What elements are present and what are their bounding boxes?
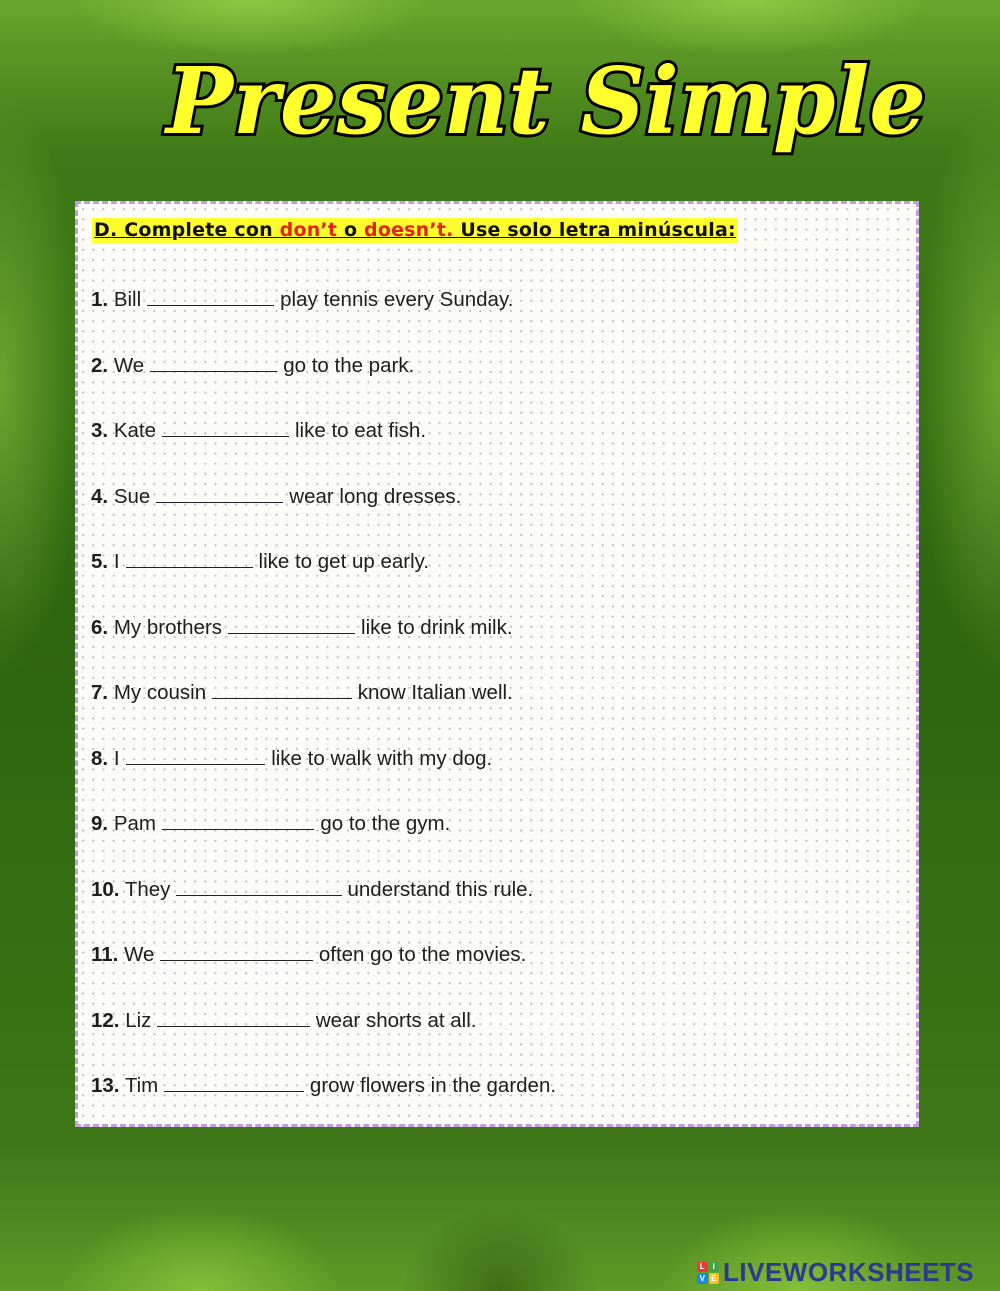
item-number: 13. bbox=[91, 1074, 120, 1097]
answer-blank[interactable] bbox=[126, 549, 253, 568]
item-predicate: understand this rule. bbox=[347, 877, 534, 901]
item-predicate: like to eat fish. bbox=[294, 419, 427, 442]
item-subject: Sue bbox=[113, 484, 151, 508]
instruction-text: D. Complete con don’t o doesn’t. Use solo letra minúscula: bbox=[94, 219, 736, 241]
answer-blank[interactable] bbox=[126, 746, 266, 765]
item-subject: They bbox=[124, 877, 171, 901]
answer-blank[interactable] bbox=[162, 418, 289, 437]
item-number: 9. bbox=[91, 812, 109, 835]
exercise-item bbox=[91, 549, 556, 615]
answer-blank[interactable] bbox=[162, 811, 314, 830]
worksheet-panel bbox=[75, 201, 919, 1127]
exercise-item bbox=[91, 484, 556, 550]
item-subject: Pam bbox=[113, 812, 156, 835]
item-number: 12. bbox=[91, 1008, 120, 1032]
answer-blank[interactable] bbox=[176, 877, 341, 896]
item-predicate: like to get up early. bbox=[258, 550, 430, 573]
item-number: 3. bbox=[91, 419, 109, 442]
item-subject: I bbox=[113, 746, 120, 770]
exercise-item bbox=[91, 942, 556, 1008]
item-predicate: wear long dresses. bbox=[289, 484, 462, 508]
item-predicate: go to the park. bbox=[283, 353, 415, 377]
item-predicate: play tennis every Sunday. bbox=[280, 288, 514, 311]
exercise-item bbox=[91, 418, 556, 484]
exercise-list bbox=[91, 287, 556, 1139]
item-predicate: often go to the movies. bbox=[318, 943, 527, 966]
logo-letter: I bbox=[709, 1262, 720, 1273]
answer-blank[interactable] bbox=[160, 942, 312, 961]
item-subject: Bill bbox=[113, 288, 142, 311]
item-subject: I bbox=[113, 550, 120, 573]
liveworksheets-logo-icon bbox=[697, 1262, 719, 1284]
exercise-item bbox=[91, 1008, 556, 1074]
item-predicate: like to drink milk. bbox=[361, 615, 513, 639]
exercise-item bbox=[91, 615, 556, 681]
page-title bbox=[160, 28, 940, 178]
logo-text: LIVEWORKSHEETS bbox=[723, 1257, 975, 1287]
item-predicate: know Italian well. bbox=[357, 681, 513, 704]
item-predicate: go to the gym. bbox=[320, 812, 451, 835]
item-subject: Liz bbox=[125, 1008, 152, 1032]
option-doesnt: doesn’t. bbox=[364, 219, 454, 241]
logo-letter: V bbox=[697, 1273, 708, 1284]
item-predicate: like to walk with my dog. bbox=[271, 746, 493, 770]
page-title-text: Present Simple bbox=[163, 47, 926, 155]
item-subject: My cousin bbox=[113, 681, 207, 704]
exercise-item bbox=[91, 287, 556, 353]
answer-blank[interactable] bbox=[156, 484, 283, 503]
exercise-item bbox=[91, 1073, 556, 1139]
item-predicate: wear shorts at all. bbox=[315, 1008, 477, 1032]
item-subject: We bbox=[113, 353, 145, 377]
item-subject: Tim bbox=[124, 1074, 159, 1097]
item-number: 1. bbox=[91, 288, 109, 311]
exercise-item bbox=[91, 811, 556, 877]
item-predicate: grow flowers in the garden. bbox=[309, 1074, 557, 1097]
liveworksheets-logo bbox=[697, 1257, 974, 1288]
answer-blank[interactable] bbox=[147, 287, 274, 306]
option-dont: don’t bbox=[279, 219, 338, 241]
answer-blank[interactable] bbox=[150, 353, 277, 372]
item-subject: We bbox=[124, 943, 155, 966]
answer-blank[interactable] bbox=[212, 680, 352, 699]
exercise-item bbox=[91, 877, 556, 943]
item-number: 8. bbox=[91, 746, 109, 770]
answer-blank[interactable] bbox=[157, 1008, 309, 1027]
logo-letter: L bbox=[697, 1262, 708, 1273]
item-number: 4. bbox=[91, 484, 109, 508]
item-subject: My brothers bbox=[113, 615, 223, 639]
exercise-item bbox=[91, 680, 556, 746]
answer-blank[interactable] bbox=[228, 615, 355, 634]
exercise-item bbox=[91, 746, 556, 812]
answer-blank[interactable] bbox=[164, 1073, 304, 1092]
item-number: 10. bbox=[91, 877, 120, 901]
item-subject: Kate bbox=[113, 419, 156, 442]
item-number: 7. bbox=[91, 681, 109, 704]
item-number: 6. bbox=[91, 615, 109, 639]
item-number: 11. bbox=[91, 943, 119, 966]
item-number: 2. bbox=[91, 353, 109, 377]
exercise-item bbox=[91, 353, 556, 419]
item-number: 5. bbox=[91, 550, 109, 573]
logo-letter: E bbox=[709, 1273, 720, 1284]
